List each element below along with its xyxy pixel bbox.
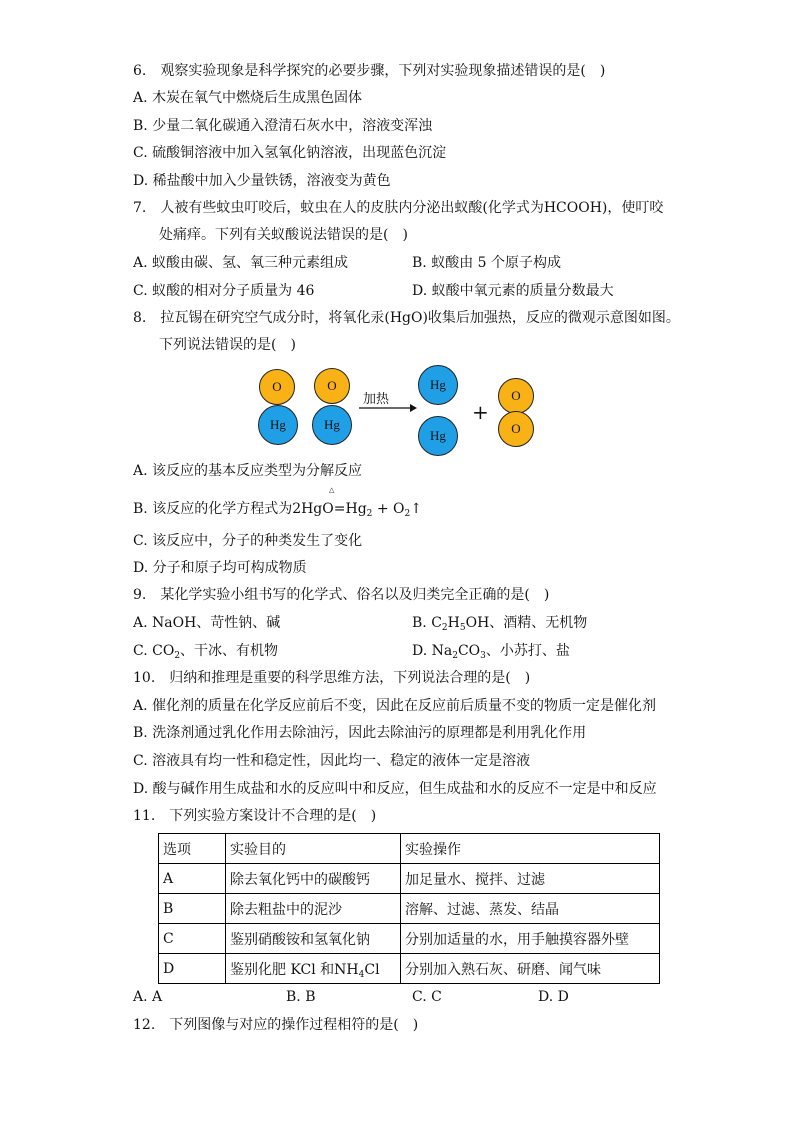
q9-c-post: 、干冰、有机物 (180, 643, 279, 659)
q9-d-mid: CO (457, 643, 481, 659)
table-cell: 除去粗盐中的泥沙 (226, 894, 401, 924)
oxygen-atom: O (498, 411, 534, 447)
q9-d-post: 、小苏打、盐 (485, 643, 570, 659)
q7-stem-line1: 7. 人被有些蚊虫叮咬后，蚊虫在人的皮肤内分泌出蚁酸(化学式为HCOOH)，使叮咬 (133, 200, 664, 216)
table-cell: 加足量水、搅拌、过滤 (401, 864, 660, 894)
q9-option-d (412, 642, 570, 660)
subscript: 4 (358, 969, 365, 980)
table-cell: C (159, 924, 226, 954)
q7-option-a: A. 蚁酸由碳、氢、氧三种元素组成 (133, 255, 349, 271)
q8-option-a: A. 该反应的基本反应类型为分解反应 (133, 463, 363, 479)
table-cell: A (159, 864, 226, 894)
q9-d-pre: D. Na (412, 643, 453, 659)
reaction-arrow-icon (358, 402, 418, 414)
cell-text: Cl (364, 961, 380, 978)
q9-b-pre: B. C (412, 615, 442, 631)
subscript: 2 (452, 651, 458, 661)
table-cell: 溶解、过滤、蒸发、结晶 (401, 894, 660, 924)
oxygen-formula: + O (372, 501, 405, 517)
q11-option-a: A. A (133, 989, 163, 1005)
oxygen-atom: O (314, 368, 350, 404)
table-header-row (159, 834, 660, 864)
q8-stem-line2: 下列说法错误的是( ) (159, 337, 296, 353)
table-row (159, 924, 660, 954)
equation-sign: = (333, 501, 346, 517)
oxygen-atom: O (259, 369, 295, 405)
q11-stem: 11. 下列实验方案设计不合理的是( ) (133, 808, 377, 824)
mercury-atom: Hg (312, 405, 352, 445)
q8-option-c: C. 该反应中，分子的种类发生了变化 (133, 533, 363, 549)
q11-option-b: B. B (286, 989, 316, 1005)
q8-option-b-text: B. 该反应的化学方程式为2HgO (133, 501, 334, 517)
heat-label: 加热 (363, 392, 390, 407)
subscript: 5 (459, 623, 466, 633)
q12-stem: 12. 下列图像与对应的操作过程相符的是( ) (133, 1017, 419, 1033)
mercury-atom: Hg (258, 405, 298, 445)
table-cell: 除去氧化钙中的碳酸钙 (226, 864, 401, 894)
q6-option-a: A. 木炭在氧气中燃烧后生成黑色固体 (133, 90, 363, 106)
subscript: 2 (174, 651, 181, 661)
q8-option-b (133, 500, 422, 518)
q6-stem: 6. 观察实验现象是科学探究的必要步骤，下列对实验现象描述错误的是( ) (133, 63, 606, 79)
q7-stem-line2: 处痛痒。下列有关蚁酸说法错误的是( ) (159, 227, 408, 243)
table-cell: D (159, 954, 226, 984)
q10-option-b: B. 洗涤剂通过乳化作用去除油污，因此去除油污的原理都是利用乳化作用 (133, 725, 587, 741)
table-row (159, 954, 660, 984)
table-header: 实验目的 (226, 834, 401, 864)
oxygen-atom: O (498, 378, 534, 414)
q6-option-c: C. 硫酸铜溶液中加入氢氧化钠溶液，出现蓝色沉淀 (133, 145, 447, 161)
q6-option-b: B. 少量二氧化碳通入澄清石灰水中，溶液变浑浊 (133, 118, 433, 134)
table-header: 实验操作 (401, 834, 660, 864)
q9-b-mid: H (447, 615, 460, 631)
table-cell: 分别加入熟石灰、研磨、闻气味 (401, 954, 660, 984)
q11-option-c: C. C (412, 989, 442, 1005)
subscript: 2 (441, 623, 448, 633)
mercury-formula: Hg (345, 501, 367, 517)
table-cell: 分别加适量的水，用手触摸容器外壁 (401, 924, 660, 954)
table-header: 选项 (159, 834, 226, 864)
table-cell: 鉴别硝酸铵和氢氧化钠 (226, 924, 401, 954)
q9-option-b (412, 614, 587, 632)
subscript: 3 (480, 651, 486, 661)
q10-option-d: D. 酸与碱作用生成盐和水的反应叫中和反应，但生成盐和水的反应不一定是中和反应 (133, 781, 657, 797)
table-cell: B (159, 894, 226, 924)
q9-stem: 9. 某化学实验小组书写的化学式、俗名以及归类完全正确的是( ) (133, 587, 550, 603)
q7-option-c: C. 蚁酸的相对分子质量为 46 (133, 283, 315, 299)
q10-option-a: A. 催化剂的质量在化学反应前后不变，因此在反应前后质量不变的物质一定是催化剂 (133, 698, 657, 714)
mercury-atom: Hg (418, 416, 458, 456)
q7-option-d: D. 蚁酸中氧元素的质量分数最大 (412, 283, 614, 299)
q9-option-a: A. NaOH、苛性钠、碱 (133, 615, 281, 631)
table-row (159, 894, 660, 924)
experiment-table (158, 833, 660, 984)
gas-arrow: ↑ (410, 501, 422, 517)
q6-option-d: D. 稀盐酸中加入少量铁锈，溶液变为黄色 (133, 173, 391, 189)
q8-stem-line1: 8. 拉瓦锡在研究空气成分时，将氧化汞(HgO)收集后加强热，反应的微观示意图如图。 (133, 310, 680, 326)
cell-text: 鉴别化肥 KCl 和NH (230, 961, 359, 978)
subscript: 2 (366, 509, 373, 519)
subscript: 2 (404, 509, 411, 519)
mercury-atom: Hg (418, 365, 458, 405)
plus-sign: + (472, 400, 489, 424)
q7-option-b: B. 蚁酸由 5 个原子构成 (412, 255, 561, 271)
q10-option-c: C. 溶液具有均一性和稳定性，因此均一、稳定的液体一定是溶液 (133, 753, 531, 769)
q10-stem: 10. 归纳和推理是重要的科学思维方法，下列说法合理的是( ) (133, 670, 531, 686)
q11-option-d: D. D (538, 989, 569, 1005)
heat-triangle-icon: △ (329, 486, 335, 494)
q9-b-post: OH、酒精、无机物 (465, 615, 588, 631)
table-row (159, 864, 660, 894)
q9-option-c (133, 642, 278, 660)
table-cell (226, 954, 401, 984)
q8-option-d: D. 分子和原子均可构成物质 (133, 560, 307, 576)
q9-c-pre: C. CO (133, 643, 175, 659)
